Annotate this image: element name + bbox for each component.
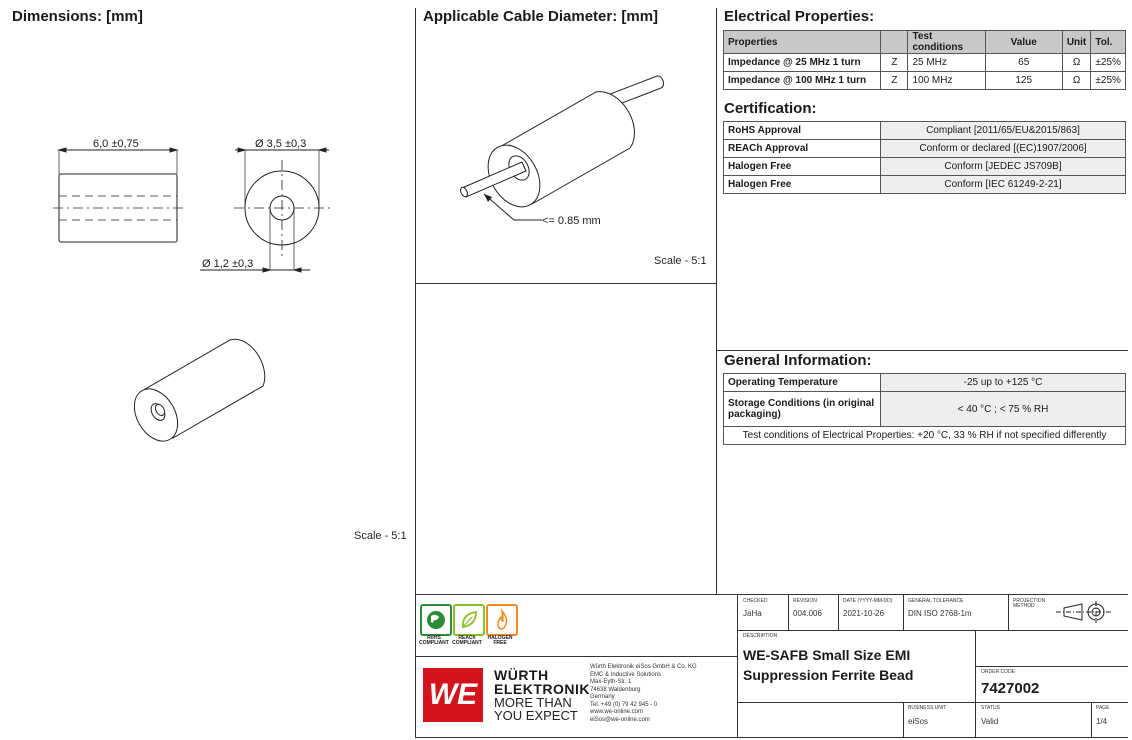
address-line: Max-Eyth-Str. 1 [590,679,632,685]
property-value: 65 [985,54,1062,72]
property-tol: ±25% [1091,72,1126,90]
cert-value: Conform [IEC 61249-2-21] [881,176,1126,194]
company-logo: WE [423,668,483,722]
leaf-icon [455,606,483,634]
general-name: Storage Conditions (in original packaging) [724,392,881,427]
cert-name: Halogen Free [724,158,881,176]
page-value: 1/4 [1096,717,1108,726]
order-code: 7427002 [981,680,1040,697]
general-table [723,373,1126,445]
page-label: PAGE [1096,705,1110,711]
electrical-header-row [724,31,1126,54]
tb-divider [838,594,839,630]
bead-3d-drawing [130,330,280,460]
projection-method-icon [1056,600,1112,624]
cert-name: REACh Approval [724,140,881,158]
header-test-conditions: Test conditions [908,31,985,54]
tb-divider [975,630,976,738]
length-dimension-label: 6,0 ±0,75 [93,138,139,150]
date-label: DATE (YYYY-MM-DD) [843,598,893,604]
tolerance-label: GENERAL TOLERANCE [908,598,964,604]
tb-divider [737,630,1128,631]
certification-table [723,121,1126,194]
property-name: Impedance @ 100 MHz 1 turn [724,72,881,90]
tb-divider [1008,594,1009,630]
cert-name: Halogen Free [724,176,881,194]
order-code-label: ORDER CODE [981,669,1015,675]
table-row [724,158,1126,176]
slogan-line2: YOU EXPECT [494,708,578,723]
tolerance-value: DIN ISO 2768-1m [908,609,972,618]
reach-badge-label: REACh COMPLIANT [452,635,482,646]
checked-label: CHECKED [743,598,768,604]
cable-title: Applicable Cable Diameter: [mm] [423,8,659,25]
globe-icon [422,606,450,634]
table-row [724,122,1126,140]
tb-divider [788,594,789,630]
tb-divider [1091,702,1092,738]
header-tol: Tol. [1091,31,1126,54]
property-unit: Ω [1062,54,1091,72]
tb-divider [903,594,904,630]
general-note: Test conditions of Electrical Properties: +20 °C, 33 % RH if not specified differently [724,427,1126,445]
address-line: Germany [590,694,615,700]
address-line: EMC & Inductive Solutions [590,671,662,678]
property-unit: Ω [1062,72,1091,90]
cert-value: Compliant [2011/65/EU&2015/863] [881,122,1126,140]
cert-value: Conform [JEDEC JS709B] [881,158,1126,176]
table-row [724,176,1126,194]
status-value: Valid [981,717,999,726]
table-row [724,72,1126,90]
cert-value: Conform or declared [(EC)1907/2006] [881,140,1126,158]
end-view-drawing [200,148,330,272]
property-name: Impedance @ 25 MHz 1 turn [724,54,881,72]
slogan-line1: MORE THAN [494,695,572,710]
rohs-badge [420,604,452,636]
dimensions-title: Dimensions: [mm] [12,8,143,25]
dimensions-scale: Scale - 5:1 [354,530,407,542]
tb-divider [975,666,1128,667]
cable-scale: Scale - 5:1 [654,255,707,267]
divider-general-top [716,350,1128,351]
certification-title: Certification: [724,100,817,117]
tb-divider [903,702,904,738]
divider-left [415,8,416,738]
projection-label: PROJECTION METHOD [1013,598,1046,609]
dimension-drawings [40,130,340,280]
tb-divider [415,737,1128,738]
property-tol: ±25% [1091,54,1126,72]
description-line1: WE-SAFB Small Size EMI [743,647,911,663]
address-line: Würth Elektronik eiSos GmbH & Co. KG [590,664,697,670]
table-row [724,392,1126,427]
general-value: -25 up to +125 °C [881,374,1126,392]
description-label: DESCRIPTION [743,633,778,639]
revision-value: 004.006 [793,609,822,618]
cert-name: RoHS Approval [724,122,881,140]
company-name-line2: ELEKTRONIK [494,681,590,697]
side-view-drawing [53,148,183,242]
table-row [724,140,1126,158]
business-unit-value: eiSos [908,717,929,726]
general-title: General Information: [724,352,872,369]
status-label: STATUS [981,705,1000,711]
address-line: eiSos@we-online.com [590,716,650,723]
halogen-badge [486,604,518,636]
divider-cable-bottom [415,283,716,284]
description [743,645,913,685]
header-properties: Properties [724,31,881,54]
reach-badge [453,604,485,636]
checked-value: JaHa [743,609,762,618]
divider-logo-top [415,656,737,657]
rohs-badge-label: RoHS COMPLIANT [419,635,449,646]
table-row [724,427,1126,445]
property-symbol: Z [881,54,908,72]
property-value: 125 [985,72,1062,90]
general-name: Operating Temperature [724,374,881,392]
revision-label: REVISION [793,598,817,604]
electrical-title: Electrical Properties: [724,8,875,25]
flame-icon [488,606,516,634]
property-symbol: Z [881,72,908,90]
address-line: www.we-online.com [590,709,644,715]
header-unit: Unit [1062,31,1091,54]
business-unit-label: BUSINESS UNIT [908,705,947,711]
electrical-table [723,30,1126,90]
header-value: Value [985,31,1062,54]
company-address [590,664,697,724]
tb-divider [737,702,1128,703]
halogen-badge-label: HALOGEN FREE [487,635,513,646]
table-row [724,374,1126,392]
cable-diameter-label: <= 0.85 mm [542,215,601,227]
tb-divider [737,594,738,738]
company-slogan [494,696,578,722]
property-condition: 25 MHz [908,54,985,72]
divider-titleblock-top [415,594,1128,595]
table-row [724,54,1126,72]
address-line: 74638 Waldenburg [590,686,641,693]
company-name-line1: WÜRTH [494,667,549,683]
company-name [494,668,590,696]
header-symbol [881,31,908,54]
address-line: Tel. +49 (0) 79 42 945 - 0 [590,701,658,708]
general-value: < 40 °C ; < 75 % RH [881,392,1126,427]
description-line2: Suppression Ferrite Bead [743,667,914,683]
property-condition: 100 MHz [908,72,985,90]
outer-diameter-label: Ø 3,5 ±0,3 [255,138,307,150]
divider-mid [716,8,717,594]
inner-diameter-label: Ø 1,2 ±0,3 [202,258,254,270]
date-value: 2021-10-26 [843,609,884,618]
